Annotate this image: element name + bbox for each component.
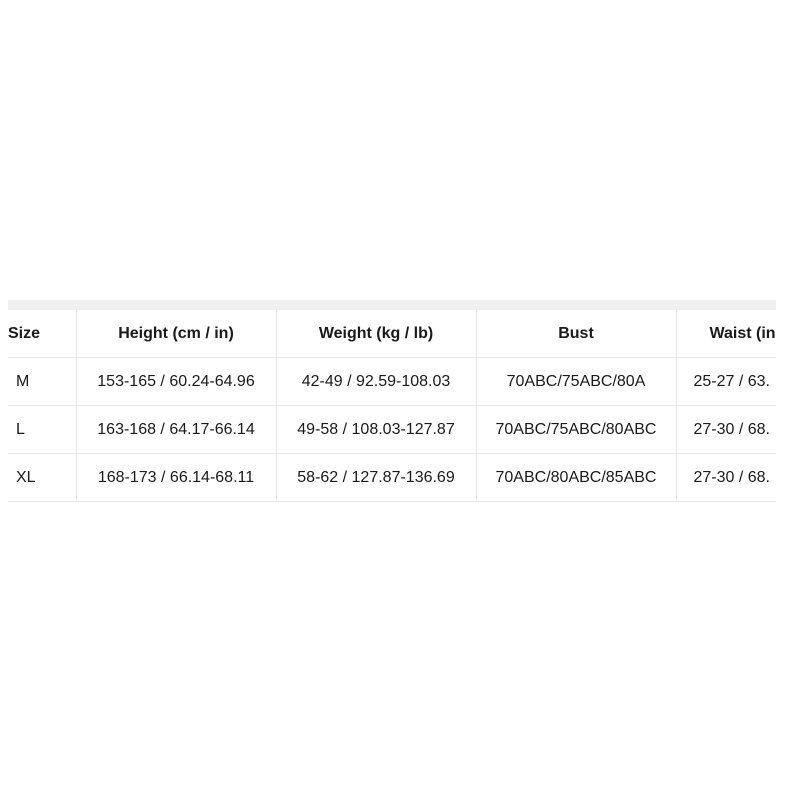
column-header-size: Size <box>8 310 76 358</box>
table-header-row <box>8 310 776 358</box>
cell-height: 153-165 / 60.24-64.96 <box>76 358 276 406</box>
table-row <box>8 358 776 406</box>
cell-bust: 70ABC/75ABC/80A <box>476 358 676 406</box>
cell-waist: 27-30 / 68. <box>676 454 776 502</box>
cell-weight: 49-58 / 108.03-127.87 <box>276 406 476 454</box>
column-header-weight: Weight (kg / lb) <box>276 310 476 358</box>
column-header-waist: Waist (in <box>676 310 776 358</box>
cell-weight: 58-62 / 127.87-136.69 <box>276 454 476 502</box>
cell-waist: 27-30 / 68. <box>676 406 776 454</box>
cell-size: XL <box>8 454 76 502</box>
table-top-strip <box>8 300 776 310</box>
cell-waist: 25-27 / 63. <box>676 358 776 406</box>
cell-bust: 70ABC/75ABC/80ABC <box>476 406 676 454</box>
table-row <box>8 454 776 502</box>
cell-weight: 42-49 / 92.59-108.03 <box>276 358 476 406</box>
cell-height: 168-173 / 66.14-68.11 <box>76 454 276 502</box>
size-chart <box>8 300 776 502</box>
column-header-bust: Bust <box>476 310 676 358</box>
cell-size: M <box>8 358 76 406</box>
cell-bust: 70ABC/80ABC/85ABC <box>476 454 676 502</box>
column-header-height: Height (cm / in) <box>76 310 276 358</box>
cell-height: 163-168 / 64.17-66.14 <box>76 406 276 454</box>
size-table <box>8 310 776 502</box>
table-row <box>8 406 776 454</box>
cell-size: L <box>8 406 76 454</box>
